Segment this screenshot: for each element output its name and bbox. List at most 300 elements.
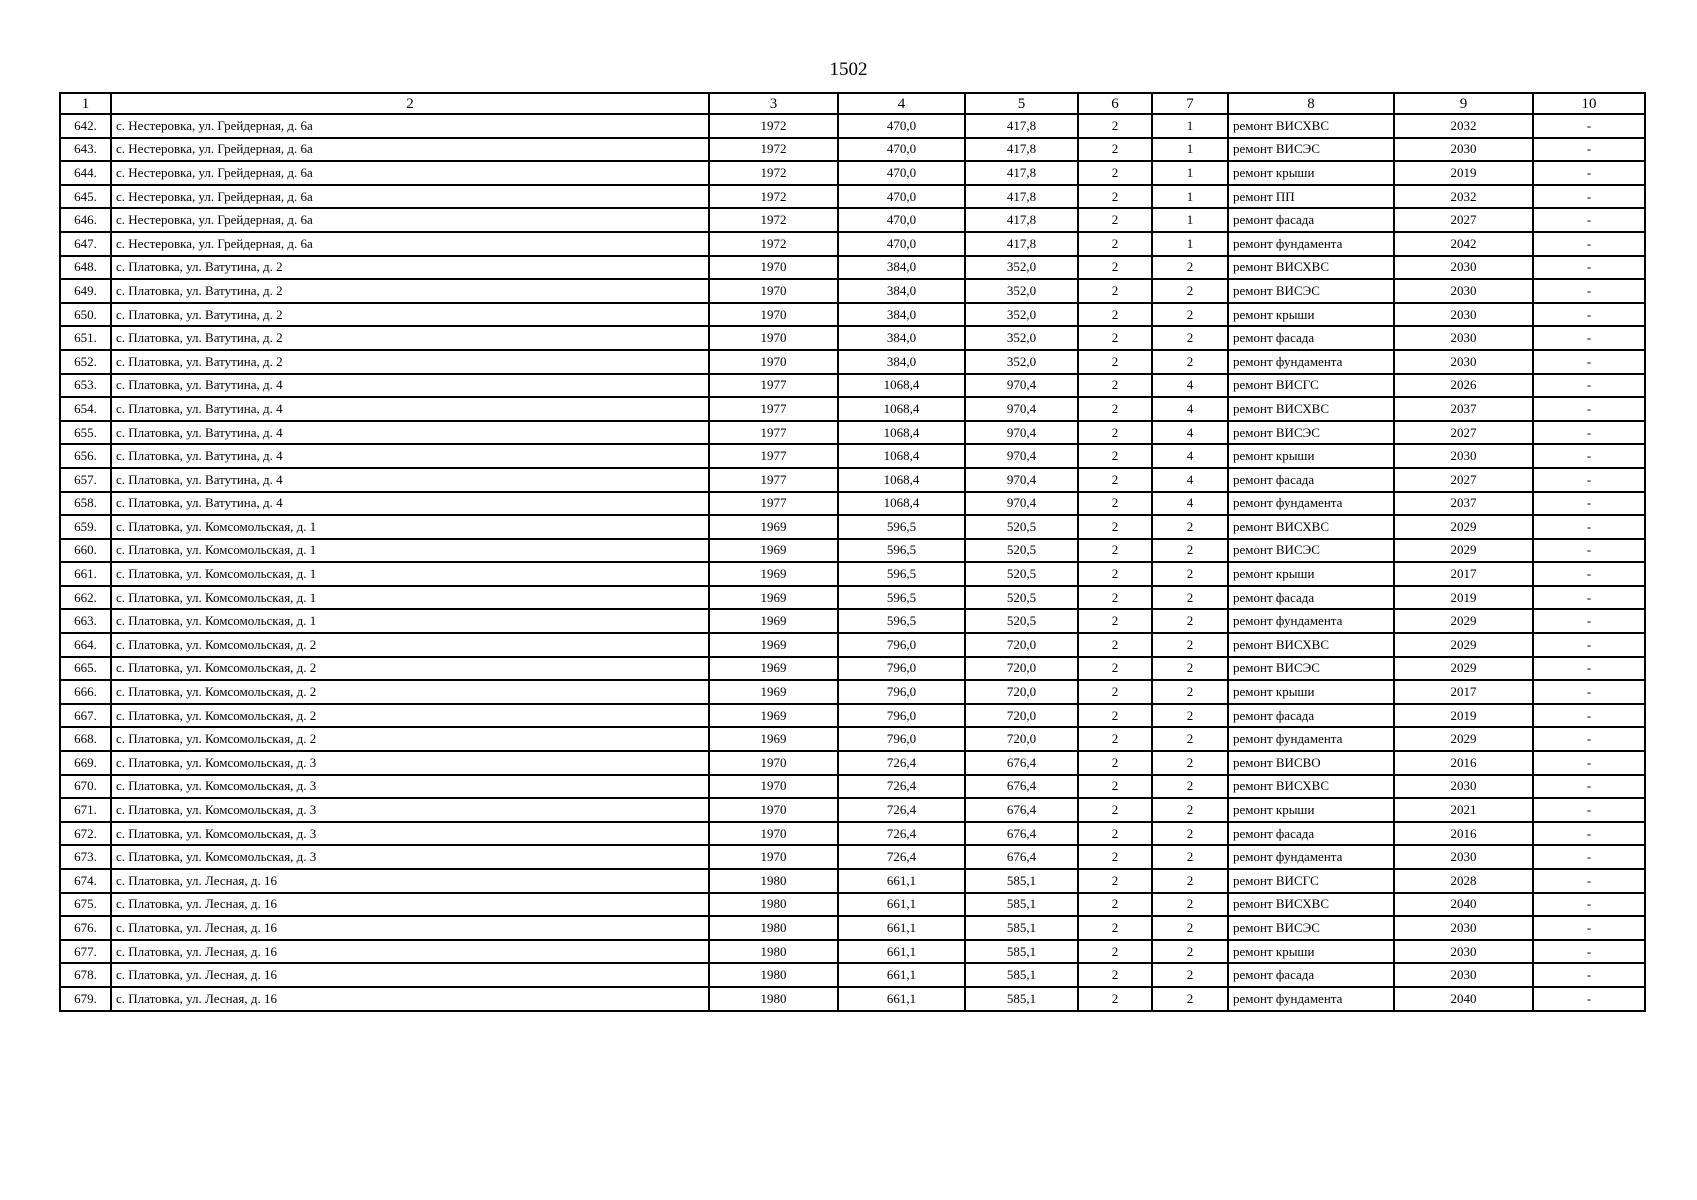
row-number-cell: 647. [60,232,111,256]
floors-cell: 2 [1078,680,1152,704]
address-cell: с. Платовка, ул. Комсомольская, д. 3 [111,845,709,869]
entrances-cell: 2 [1152,633,1228,657]
living-area-cell: 520,5 [965,609,1078,633]
living-area-cell: 970,4 [965,444,1078,468]
note-cell: - [1533,114,1645,138]
work-type-cell: ремонт ВИСЭС [1228,916,1394,940]
planned-year-cell: 2030 [1394,279,1533,303]
entrances-cell: 2 [1152,657,1228,681]
row-number-cell: 661. [60,562,111,586]
address-cell: с. Платовка, ул. Лесная, д. 16 [111,987,709,1011]
address-cell: с. Платовка, ул. Комсомольская, д. 3 [111,751,709,775]
table-row [60,940,1645,964]
year-built-cell: 1980 [709,987,838,1011]
table-row [60,161,1645,185]
entrances-cell: 4 [1152,421,1228,445]
note-cell: - [1533,940,1645,964]
year-built-cell: 1972 [709,208,838,232]
page-number: 1502 [829,59,868,80]
total-area-cell: 470,0 [838,138,965,162]
row-number-cell: 660. [60,539,111,563]
living-area-cell: 676,4 [965,822,1078,846]
note-cell: - [1533,303,1645,327]
table-row [60,798,1645,822]
planned-year-cell: 2029 [1394,515,1533,539]
note-cell: - [1533,138,1645,162]
total-area-cell: 796,0 [838,633,965,657]
planned-year-cell: 2027 [1394,421,1533,445]
entrances-cell: 4 [1152,468,1228,492]
table-row [60,468,1645,492]
planned-year-cell: 2032 [1394,185,1533,209]
living-area-cell: 352,0 [965,279,1078,303]
total-area-cell: 596,5 [838,586,965,610]
work-type-cell: ремонт крыши [1228,161,1394,185]
entrances-cell: 1 [1152,161,1228,185]
address-cell: с. Нестеровка, ул. Грейдерная, д. 6а [111,208,709,232]
planned-year-cell: 2017 [1394,562,1533,586]
work-type-cell: ремонт фундамента [1228,350,1394,374]
address-cell: с. Платовка, ул. Комсомольская, д. 2 [111,657,709,681]
note-cell: - [1533,161,1645,185]
living-area-cell: 417,8 [965,208,1078,232]
planned-year-cell: 2030 [1394,444,1533,468]
living-area-cell: 520,5 [965,586,1078,610]
living-area-cell: 676,4 [965,751,1078,775]
table-row [60,657,1645,681]
planned-year-cell: 2030 [1394,963,1533,987]
address-cell: с. Платовка, ул. Комсомольская, д. 2 [111,680,709,704]
row-number-cell: 644. [60,161,111,185]
year-built-cell: 1969 [709,609,838,633]
planned-year-cell: 2030 [1394,940,1533,964]
living-area-cell: 585,1 [965,893,1078,917]
address-cell: с. Платовка, ул. Лесная, д. 16 [111,893,709,917]
note-cell: - [1533,633,1645,657]
table-row [60,633,1645,657]
planned-year-cell: 2030 [1394,303,1533,327]
floors-cell: 2 [1078,326,1152,350]
year-built-cell: 1970 [709,256,838,280]
total-area-cell: 596,5 [838,562,965,586]
planned-year-cell: 2030 [1394,350,1533,374]
year-built-cell: 1972 [709,161,838,185]
row-number-cell: 650. [60,303,111,327]
entrances-cell: 4 [1152,397,1228,421]
work-type-cell: ремонт ВИСХВС [1228,515,1394,539]
address-cell: с. Платовка, ул. Ватутина, д. 2 [111,279,709,303]
row-number-cell: 677. [60,940,111,964]
row-number-cell: 673. [60,845,111,869]
floors-cell: 2 [1078,138,1152,162]
entrances-cell: 2 [1152,775,1228,799]
total-area-cell: 1068,4 [838,468,965,492]
work-type-cell: ремонт крыши [1228,303,1394,327]
floors-cell: 2 [1078,916,1152,940]
year-built-cell: 1977 [709,444,838,468]
column-header-10: 10 [1533,93,1645,114]
address-cell: с. Нестеровка, ул. Грейдерная, д. 6а [111,161,709,185]
year-built-cell: 1969 [709,539,838,563]
column-header-2: 2 [111,93,709,114]
year-built-cell: 1969 [709,704,838,728]
row-number-cell: 656. [60,444,111,468]
year-built-cell: 1980 [709,940,838,964]
floors-cell: 2 [1078,539,1152,563]
living-area-cell: 352,0 [965,326,1078,350]
note-cell: - [1533,657,1645,681]
address-cell: с. Платовка, ул. Комсомольская, д. 2 [111,727,709,751]
address-cell: с. Платовка, ул. Комсомольская, д. 1 [111,609,709,633]
total-area-cell: 1068,4 [838,444,965,468]
living-area-cell: 720,0 [965,657,1078,681]
row-number-cell: 663. [60,609,111,633]
floors-cell: 2 [1078,397,1152,421]
year-built-cell: 1980 [709,963,838,987]
row-number-cell: 678. [60,963,111,987]
note-cell: - [1533,609,1645,633]
floors-cell: 2 [1078,279,1152,303]
floors-cell: 2 [1078,161,1152,185]
table-row [60,232,1645,256]
entrances-cell: 2 [1152,940,1228,964]
row-number-cell: 671. [60,798,111,822]
planned-year-cell: 2017 [1394,680,1533,704]
planned-year-cell: 2030 [1394,775,1533,799]
header-row [60,93,1645,114]
floors-cell: 2 [1078,562,1152,586]
work-type-cell: ремонт ПП [1228,185,1394,209]
note-cell: - [1533,256,1645,280]
row-number-cell: 648. [60,256,111,280]
year-built-cell: 1977 [709,468,838,492]
year-built-cell: 1977 [709,374,838,398]
planned-year-cell: 2029 [1394,609,1533,633]
total-area-cell: 661,1 [838,893,965,917]
entrances-cell: 2 [1152,751,1228,775]
floors-cell: 2 [1078,515,1152,539]
total-area-cell: 596,5 [838,515,965,539]
note-cell: - [1533,397,1645,421]
floors-cell: 2 [1078,704,1152,728]
table-row [60,515,1645,539]
address-cell: с. Платовка, ул. Ватутина, д. 4 [111,444,709,468]
planned-year-cell: 2016 [1394,751,1533,775]
table-row [60,751,1645,775]
year-built-cell: 1970 [709,775,838,799]
year-built-cell: 1970 [709,303,838,327]
entrances-cell: 2 [1152,916,1228,940]
entrances-cell: 4 [1152,444,1228,468]
year-built-cell: 1977 [709,397,838,421]
note-cell: - [1533,751,1645,775]
table-row [60,869,1645,893]
address-cell: с. Платовка, ул. Ватутина, д. 4 [111,397,709,421]
planned-year-cell: 2027 [1394,468,1533,492]
column-header-6: 6 [1078,93,1152,114]
address-cell: с. Платовка, ул. Ватутина, д. 2 [111,303,709,327]
total-area-cell: 726,4 [838,845,965,869]
address-cell: с. Платовка, ул. Ватутина, д. 4 [111,492,709,516]
table-row [60,444,1645,468]
floors-cell: 2 [1078,963,1152,987]
note-cell: - [1533,185,1645,209]
address-cell: с. Нестеровка, ул. Грейдерная, д. 6а [111,185,709,209]
living-area-cell: 676,4 [965,798,1078,822]
floors-cell: 2 [1078,727,1152,751]
entrances-cell: 2 [1152,562,1228,586]
living-area-cell: 585,1 [965,963,1078,987]
table-row [60,609,1645,633]
table-row [60,492,1645,516]
entrances-cell: 1 [1152,138,1228,162]
entrances-cell: 2 [1152,727,1228,751]
address-cell: с. Платовка, ул. Ватутина, д. 4 [111,468,709,492]
planned-year-cell: 2030 [1394,138,1533,162]
total-area-cell: 470,0 [838,185,965,209]
row-number-cell: 667. [60,704,111,728]
planned-year-cell: 2027 [1394,208,1533,232]
floors-cell: 2 [1078,822,1152,846]
floors-cell: 2 [1078,940,1152,964]
table-row [60,185,1645,209]
row-number-cell: 643. [60,138,111,162]
entrances-cell: 2 [1152,326,1228,350]
note-cell: - [1533,208,1645,232]
table-row [60,845,1645,869]
total-area-cell: 661,1 [838,963,965,987]
note-cell: - [1533,798,1645,822]
year-built-cell: 1969 [709,633,838,657]
living-area-cell: 970,4 [965,468,1078,492]
table-row [60,138,1645,162]
work-type-cell: ремонт ВИСЭС [1228,657,1394,681]
total-area-cell: 661,1 [838,940,965,964]
work-type-cell: ремонт ВИСЭС [1228,138,1394,162]
work-type-cell: ремонт фундамента [1228,727,1394,751]
entrances-cell: 2 [1152,350,1228,374]
note-cell: - [1533,869,1645,893]
row-number-cell: 646. [60,208,111,232]
table-row [60,916,1645,940]
floors-cell: 2 [1078,492,1152,516]
total-area-cell: 384,0 [838,350,965,374]
living-area-cell: 970,4 [965,492,1078,516]
total-area-cell: 661,1 [838,916,965,940]
table-row [60,256,1645,280]
work-type-cell: ремонт фасада [1228,822,1394,846]
living-area-cell: 720,0 [965,680,1078,704]
note-cell: - [1533,775,1645,799]
work-type-cell: ремонт фундамента [1228,987,1394,1011]
floors-cell: 2 [1078,869,1152,893]
table-row [60,539,1645,563]
work-type-cell: ремонт фундамента [1228,232,1394,256]
entrances-cell: 2 [1152,798,1228,822]
work-type-cell: ремонт ВИСХВС [1228,775,1394,799]
row-number-cell: 668. [60,727,111,751]
total-area-cell: 596,5 [838,609,965,633]
address-cell: с. Платовка, ул. Комсомольская, д. 3 [111,822,709,846]
note-cell: - [1533,468,1645,492]
planned-year-cell: 2021 [1394,798,1533,822]
address-cell: с. Платовка, ул. Лесная, д. 16 [111,940,709,964]
note-cell: - [1533,916,1645,940]
work-type-cell: ремонт ВИСГС [1228,869,1394,893]
floors-cell: 2 [1078,256,1152,280]
address-cell: с. Нестеровка, ул. Грейдерная, д. 6а [111,138,709,162]
planned-year-cell: 2028 [1394,869,1533,893]
total-area-cell: 470,0 [838,114,965,138]
total-area-cell: 384,0 [838,303,965,327]
work-type-cell: ремонт ВИСЭС [1228,539,1394,563]
address-cell: с. Платовка, ул. Комсомольская, д. 2 [111,633,709,657]
address-cell: с. Платовка, ул. Лесная, д. 16 [111,963,709,987]
work-type-cell: ремонт крыши [1228,798,1394,822]
entrances-cell: 4 [1152,374,1228,398]
table-row [60,680,1645,704]
year-built-cell: 1970 [709,751,838,775]
table-row [60,822,1645,846]
table-row [60,562,1645,586]
living-area-cell: 417,8 [965,114,1078,138]
living-area-cell: 720,0 [965,704,1078,728]
work-type-cell: ремонт ВИСГС [1228,374,1394,398]
row-number-cell: 659. [60,515,111,539]
note-cell: - [1533,704,1645,728]
floors-cell: 2 [1078,444,1152,468]
floors-cell: 2 [1078,775,1152,799]
address-cell: с. Платовка, ул. Комсомольская, д. 1 [111,539,709,563]
table-row [60,963,1645,987]
total-area-cell: 470,0 [838,208,965,232]
row-number-cell: 679. [60,987,111,1011]
column-header-7: 7 [1152,93,1228,114]
row-number-cell: 665. [60,657,111,681]
entrances-cell: 2 [1152,279,1228,303]
work-type-cell: ремонт ВИСХВС [1228,256,1394,280]
note-cell: - [1533,727,1645,751]
living-area-cell: 352,0 [965,256,1078,280]
total-area-cell: 796,0 [838,657,965,681]
entrances-cell: 2 [1152,515,1228,539]
row-number-cell: 642. [60,114,111,138]
note-cell: - [1533,680,1645,704]
note-cell: - [1533,232,1645,256]
living-area-cell: 970,4 [965,374,1078,398]
total-area-cell: 661,1 [838,869,965,893]
year-built-cell: 1970 [709,279,838,303]
row-number-cell: 652. [60,350,111,374]
planned-year-cell: 2040 [1394,893,1533,917]
total-area-cell: 726,4 [838,751,965,775]
living-area-cell: 970,4 [965,397,1078,421]
total-area-cell: 1068,4 [838,374,965,398]
living-area-cell: 417,8 [965,185,1078,209]
planned-year-cell: 2037 [1394,492,1533,516]
entrances-cell: 2 [1152,822,1228,846]
row-number-cell: 669. [60,751,111,775]
year-built-cell: 1970 [709,822,838,846]
work-type-cell: ремонт крыши [1228,940,1394,964]
note-cell: - [1533,586,1645,610]
year-built-cell: 1970 [709,326,838,350]
table-row [60,987,1645,1011]
year-built-cell: 1969 [709,727,838,751]
planned-year-cell: 2032 [1394,114,1533,138]
work-type-cell: ремонт фасада [1228,468,1394,492]
entrances-cell: 2 [1152,963,1228,987]
planned-year-cell: 2030 [1394,256,1533,280]
year-built-cell: 1972 [709,232,838,256]
living-area-cell: 417,8 [965,138,1078,162]
entrances-cell: 2 [1152,704,1228,728]
living-area-cell: 585,1 [965,869,1078,893]
note-cell: - [1533,893,1645,917]
living-area-cell: 520,5 [965,539,1078,563]
work-type-cell: ремонт крыши [1228,680,1394,704]
living-area-cell: 970,4 [965,421,1078,445]
work-type-cell: ремонт фасада [1228,704,1394,728]
work-type-cell: ремонт ВИСХВС [1228,397,1394,421]
floors-cell: 2 [1078,987,1152,1011]
row-number-cell: 658. [60,492,111,516]
planned-year-cell: 2019 [1394,161,1533,185]
address-cell: с. Платовка, ул. Комсомольская, д. 1 [111,515,709,539]
total-area-cell: 1068,4 [838,421,965,445]
living-area-cell: 585,1 [965,940,1078,964]
table-row [60,303,1645,327]
entrances-cell: 2 [1152,586,1228,610]
total-area-cell: 796,0 [838,727,965,751]
address-cell: с. Платовка, ул. Комсомольская, д. 2 [111,704,709,728]
floors-cell: 2 [1078,208,1152,232]
total-area-cell: 470,0 [838,232,965,256]
table-row [60,208,1645,232]
work-type-cell: ремонт крыши [1228,562,1394,586]
entrances-cell: 2 [1152,609,1228,633]
address-cell: с. Платовка, ул. Ватутина, д. 4 [111,421,709,445]
table-row [60,114,1645,138]
floors-cell: 2 [1078,350,1152,374]
work-type-cell: ремонт ВИСХВС [1228,893,1394,917]
planned-year-cell: 2029 [1394,633,1533,657]
table-row [60,350,1645,374]
year-built-cell: 1980 [709,869,838,893]
row-number-cell: 653. [60,374,111,398]
total-area-cell: 1068,4 [838,397,965,421]
column-header-8: 8 [1228,93,1394,114]
entrances-cell: 1 [1152,114,1228,138]
floors-cell: 2 [1078,633,1152,657]
work-type-cell: ремонт ВИСЭС [1228,421,1394,445]
row-number-cell: 654. [60,397,111,421]
total-area-cell: 470,0 [838,161,965,185]
address-cell: с. Платовка, ул. Ватутина, д. 2 [111,326,709,350]
planned-year-cell: 2030 [1394,916,1533,940]
work-type-cell: ремонт ВИСХВС [1228,633,1394,657]
planned-year-cell: 2040 [1394,987,1533,1011]
planned-year-cell: 2016 [1394,822,1533,846]
row-number-cell: 666. [60,680,111,704]
planned-year-cell: 2019 [1394,704,1533,728]
planned-year-cell: 2029 [1394,539,1533,563]
total-area-cell: 726,4 [838,822,965,846]
planned-year-cell: 2030 [1394,326,1533,350]
year-built-cell: 1970 [709,798,838,822]
living-area-cell: 352,0 [965,350,1078,374]
floors-cell: 2 [1078,657,1152,681]
